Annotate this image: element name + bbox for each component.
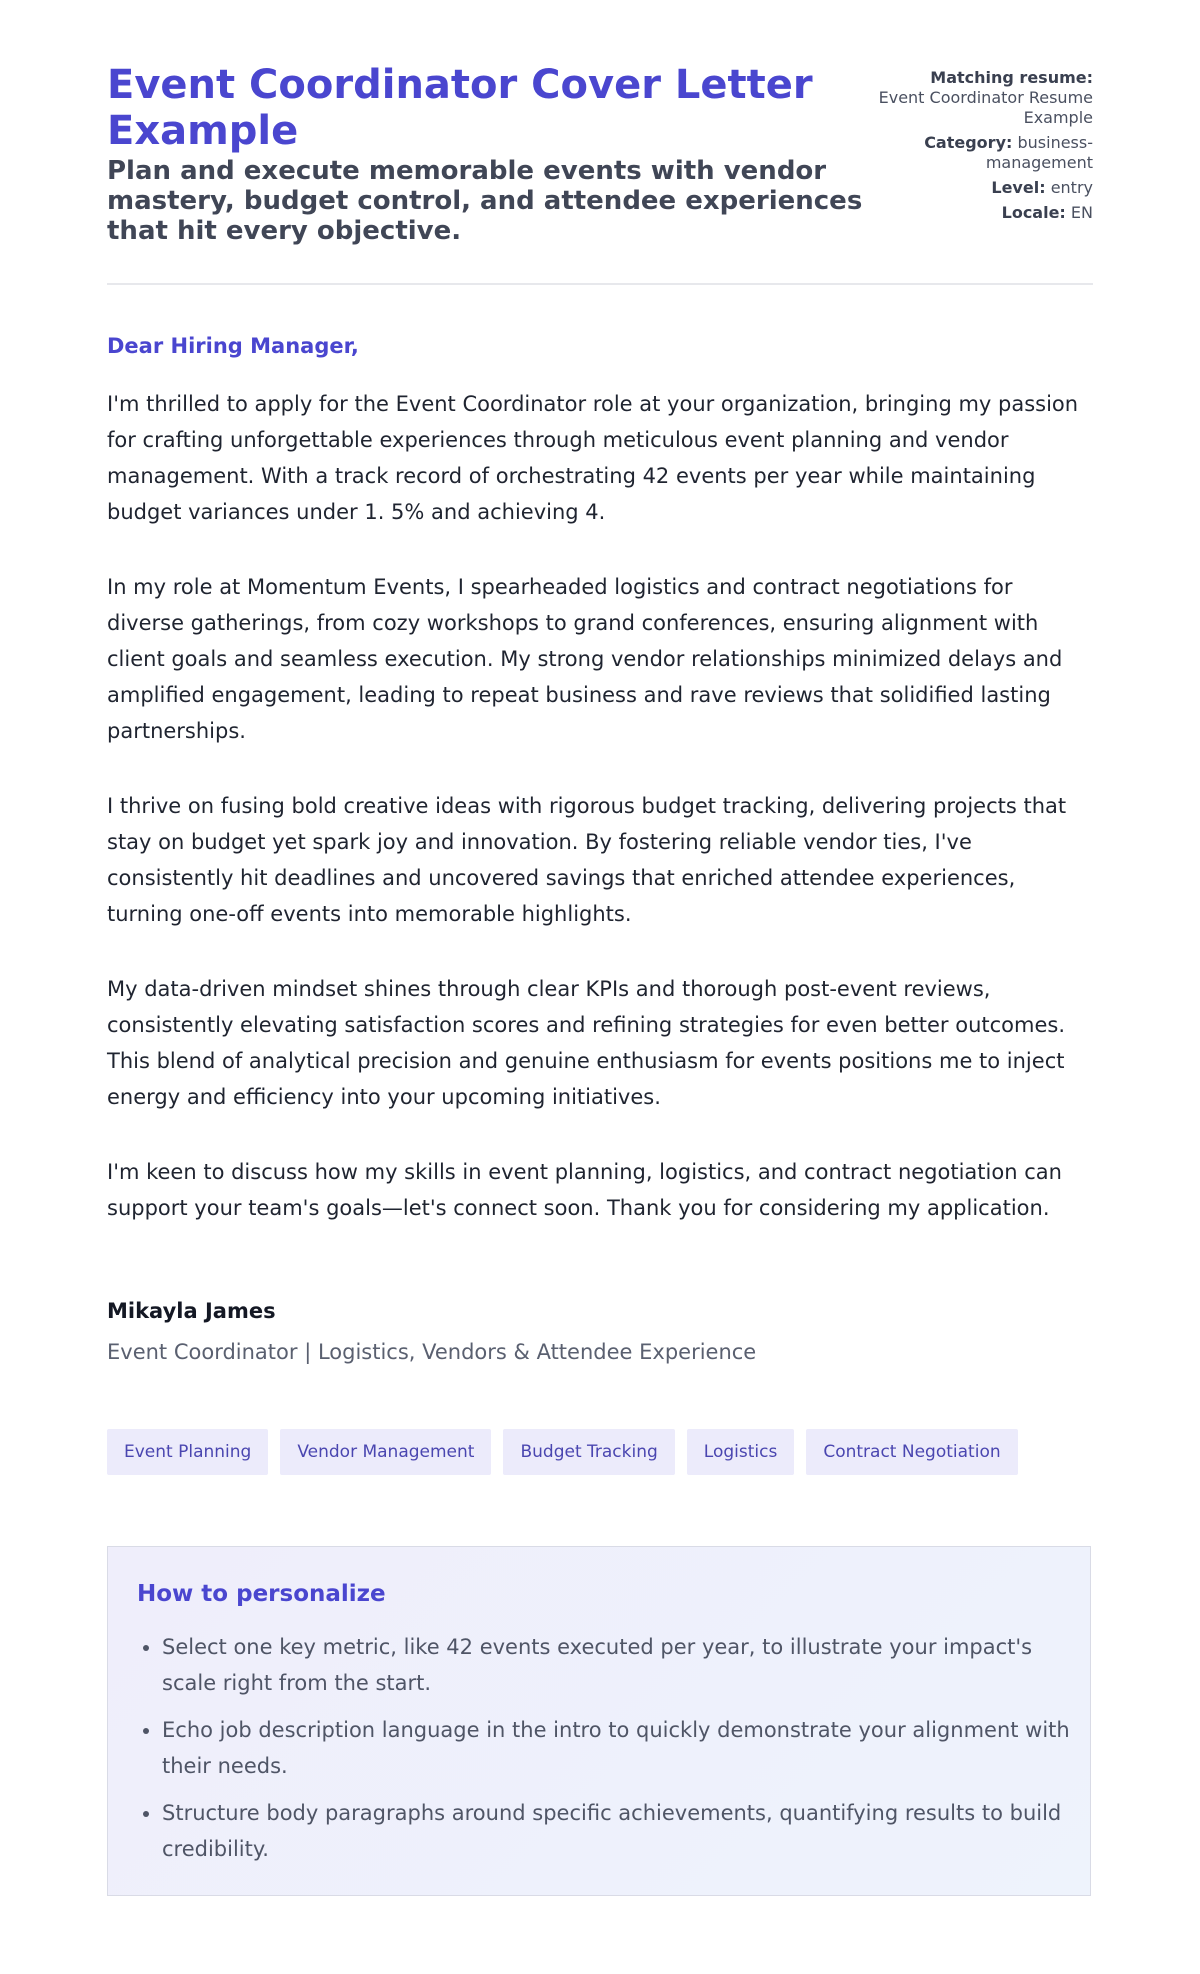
meta-level bbox=[873, 178, 1093, 198]
tip-item: • Echo job description language in the intro to quickly demonstrate your alignment with their needs. bbox=[162, 1712, 1082, 1784]
skill-tag: Vendor Management bbox=[280, 1429, 491, 1475]
skill-tag: Logistics bbox=[687, 1429, 795, 1475]
letter-paragraph: I'm thrilled to apply for the Event Coordinator role at your organization, bringing my passion for crafting unforgettable experiences through meticulous event planning and vendor management. With a track record of orchestrating 42 events per year while maintaining budget variances under 1. 5% and achieving 4. bbox=[107, 392, 1079, 524]
meta-category-value: business-management bbox=[985, 133, 1093, 172]
page-title: Event Coordinator Cover Letter Example bbox=[107, 62, 813, 154]
header-divider bbox=[107, 283, 1093, 285]
tip-item: • Structure body paragraphs around specific achievements, quantifying results to build credibility. bbox=[162, 1795, 1082, 1867]
meta-locale-label: Locale: bbox=[1001, 203, 1066, 222]
letter-paragraph: In my role at Momentum Events, I spearheaded logistics and contract negotiations for diverse gatherings, from cozy workshops to grand conferences, ensuring alignment with client goals and seamless execution. My strong vendor relationships minimized delays and amplified engagement, leading to repeat business and rave reviews that solidified lasting partnerships. bbox=[107, 575, 1063, 743]
skill-tags bbox=[107, 1429, 1018, 1475]
letter-paragraph: I thrive on fusing bold creative ideas with rigorous budget tracking, delivering projects that stay on budget yet spark joy and innovation. By fostering reliable vendor ties, I've consistently hit deadlines and uncovered savings that enriched attendee experiences, turning one-off events into memorable highlights. bbox=[107, 794, 1067, 926]
page-header bbox=[107, 62, 1093, 284]
signature-role: Event Coordinator | Logistics, Vendors & Attendee Experience bbox=[107, 1340, 757, 1364]
tip-item: • Select one key metric, like 42 events executed per year, to illustrate your impact's scale right from the start. bbox=[162, 1629, 1082, 1701]
meta-category-label: Category: bbox=[924, 133, 1013, 152]
letter-paragraph: I'm keen to discuss how my skills in event planning, logistics, and contract negotiation can support your team's goals—let's connect soon. Thank you for considering my application. bbox=[107, 1160, 1062, 1220]
letter-signature bbox=[107, 1297, 756, 1366]
meta-panel bbox=[873, 68, 1093, 228]
meta-matching-label: Matching resume: bbox=[930, 68, 1093, 87]
meta-locale bbox=[873, 203, 1093, 223]
header-title-block bbox=[107, 62, 867, 246]
skill-tag: Contract Negotiation bbox=[806, 1429, 1017, 1475]
page-subtitle: Plan and execute memorable events with vendor mastery, budget control, and attendee experiences that hit every objective. bbox=[107, 156, 863, 246]
tips-title: How to personalize bbox=[137, 1581, 386, 1607]
meta-locale-value: EN bbox=[1070, 203, 1093, 222]
meta-level-label: Level: bbox=[991, 178, 1046, 197]
meta-category bbox=[873, 133, 1093, 173]
meta-matching-resume bbox=[873, 68, 1093, 128]
personalize-tips-box bbox=[107, 1546, 1091, 1896]
tips-list bbox=[137, 1629, 1082, 1878]
letter-paragraph: My data-driven mindset shines through clear KPIs and thorough post-event reviews, consistently elevating satisfaction scores and refining strategies for even better outcomes. This blend of analytical precision and genuine enthusiasm for events positions me to inject energy and efficiency into your upcoming initiatives. bbox=[107, 977, 1066, 1109]
letter-body bbox=[107, 386, 1093, 1265]
signature-name: Mikayla James bbox=[107, 1299, 276, 1323]
meta-level-value: entry bbox=[1050, 178, 1093, 197]
letter-greeting: Dear Hiring Manager, bbox=[107, 334, 359, 358]
skill-tag: Event Planning bbox=[107, 1429, 268, 1475]
meta-matching-value[interactable]: Event Coordinator Resume Example bbox=[878, 88, 1093, 127]
skill-tag: Budget Tracking bbox=[503, 1429, 674, 1475]
